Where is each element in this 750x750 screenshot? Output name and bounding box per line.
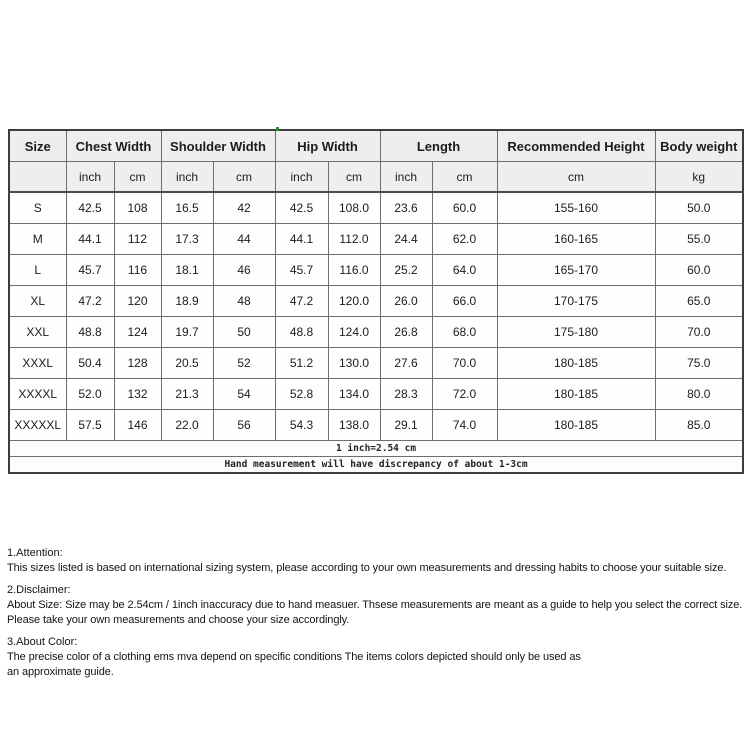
measurement-cell-shoulder-inch: 22.0: [161, 410, 213, 441]
measurement-cell-hip-inch: 42.5: [275, 192, 328, 224]
measurement-cell-chest-inch: 57.5: [66, 410, 114, 441]
note-hand-measurement: Hand measurement will have discrepancy of about 1-3cm: [9, 457, 743, 474]
measurement-cell-length-inch: 25.2: [380, 255, 432, 286]
column-header-size: Size: [9, 130, 66, 162]
measurement-cell-height-cm: 180-185: [497, 410, 655, 441]
size-label-cell: XXXXL: [9, 379, 66, 410]
header-unit-row: [9, 162, 743, 193]
unit-cell-shoulder-inch: inch: [161, 162, 213, 193]
size-row-xxxl: [9, 348, 743, 379]
measurement-cell-length-inch: 28.3: [380, 379, 432, 410]
measurement-cell-hip-cm: 116.0: [328, 255, 380, 286]
measurement-cell-chest-cm: 120: [114, 286, 161, 317]
measurement-cell-weight-kg: 80.0: [655, 379, 743, 410]
info-section-heading: 1.Attention:: [7, 547, 63, 559]
measurement-cell-chest-inch: 47.2: [66, 286, 114, 317]
info-section-line: an approximate guide.: [7, 666, 114, 678]
measurement-cell-height-cm: 160-165: [497, 224, 655, 255]
unit-cell-chest-cm: cm: [114, 162, 161, 193]
measurement-cell-hip-inch: 52.8: [275, 379, 328, 410]
measurement-cell-chest-cm: 112: [114, 224, 161, 255]
measurement-cell-hip-inch: 54.3: [275, 410, 328, 441]
measurement-cell-chest-cm: 146: [114, 410, 161, 441]
measurement-cell-hip-cm: 120.0: [328, 286, 380, 317]
measurement-cell-shoulder-cm: 50: [213, 317, 275, 348]
measurement-cell-height-cm: 165-170: [497, 255, 655, 286]
measurement-cell-length-inch: 23.6: [380, 192, 432, 224]
measurement-cell-height-cm: 155-160: [497, 192, 655, 224]
measurement-cell-shoulder-inch: 17.3: [161, 224, 213, 255]
measurement-cell-shoulder-inch: 18.9: [161, 286, 213, 317]
measurement-cell-length-cm: 70.0: [432, 348, 497, 379]
unit-cell-chest-inch: inch: [66, 162, 114, 193]
size-label-cell: L: [9, 255, 66, 286]
measurement-cell-chest-inch: 44.1: [66, 224, 114, 255]
measurement-cell-chest-inch: 52.0: [66, 379, 114, 410]
measurement-cell-height-cm: 175-180: [497, 317, 655, 348]
measurement-cell-hip-cm: 134.0: [328, 379, 380, 410]
size-label-cell: XXXXXL: [9, 410, 66, 441]
measurement-cell-length-inch: 26.8: [380, 317, 432, 348]
measurement-cell-chest-cm: 116: [114, 255, 161, 286]
measurement-cell-chest-cm: 132: [114, 379, 161, 410]
measurement-cell-length-inch: 27.6: [380, 348, 432, 379]
measurement-cell-shoulder-cm: 44: [213, 224, 275, 255]
unit-cell-empty: [9, 162, 66, 193]
size-row-xxxxl: [9, 379, 743, 410]
column-header-shoulder-width: Shoulder Width: [161, 130, 275, 162]
header-group-row: [9, 130, 743, 162]
measurement-cell-weight-kg: 65.0: [655, 286, 743, 317]
info-section-2: [7, 583, 747, 628]
measurement-cell-weight-kg: 60.0: [655, 255, 743, 286]
measurement-cell-shoulder-cm: 48: [213, 286, 275, 317]
measurement-cell-length-cm: 64.0: [432, 255, 497, 286]
measurement-cell-weight-kg: 55.0: [655, 224, 743, 255]
size-row-xl: [9, 286, 743, 317]
measurement-cell-chest-cm: 108: [114, 192, 161, 224]
info-section-line: Please take your own measurements and choose your size accordingly.: [7, 614, 350, 626]
measurement-cell-weight-kg: 85.0: [655, 410, 743, 441]
measurement-cell-weight-kg: 75.0: [655, 348, 743, 379]
measurement-cell-shoulder-inch: 19.7: [161, 317, 213, 348]
note-inch-conversion: 1 inch=2.54 cm: [9, 441, 743, 457]
size-row-l: [9, 255, 743, 286]
info-section-heading: 2.Disclaimer:: [7, 584, 71, 596]
measurement-cell-hip-cm: 112.0: [328, 224, 380, 255]
measurement-cell-shoulder-inch: 20.5: [161, 348, 213, 379]
size-label-cell: S: [9, 192, 66, 224]
measurement-cell-length-cm: 72.0: [432, 379, 497, 410]
measurement-cell-hip-inch: 47.2: [275, 286, 328, 317]
column-header-chest-width: Chest Width: [66, 130, 161, 162]
unit-cell-length-cm: cm: [432, 162, 497, 193]
measurement-cell-chest-inch: 45.7: [66, 255, 114, 286]
measurement-cell-length-cm: 68.0: [432, 317, 497, 348]
unit-cell-hip-inch: inch: [275, 162, 328, 193]
measurement-cell-chest-inch: 42.5: [66, 192, 114, 224]
column-header-hip-width: Hip Width: [275, 130, 380, 162]
green-artifact-dot: [276, 127, 279, 131]
measurement-cell-chest-inch: 50.4: [66, 348, 114, 379]
measurement-cell-weight-kg: 50.0: [655, 192, 743, 224]
measurement-cell-length-cm: 66.0: [432, 286, 497, 317]
measurement-cell-shoulder-cm: 56: [213, 410, 275, 441]
measurement-cell-chest-cm: 124: [114, 317, 161, 348]
column-header-length: Length: [380, 130, 497, 162]
measurement-cell-shoulder-inch: 16.5: [161, 192, 213, 224]
measurement-cell-shoulder-cm: 42: [213, 192, 275, 224]
measurement-cell-height-cm: 180-185: [497, 379, 655, 410]
measurement-cell-length-inch: 29.1: [380, 410, 432, 441]
measurement-cell-hip-inch: 48.8: [275, 317, 328, 348]
note-row: [9, 457, 743, 474]
unit-cell-shoulder-cm: cm: [213, 162, 275, 193]
measurement-cell-shoulder-cm: 52: [213, 348, 275, 379]
measurement-cell-shoulder-cm: 54: [213, 379, 275, 410]
notes-block: [7, 546, 747, 687]
measurement-cell-hip-cm: 124.0: [328, 317, 380, 348]
size-row-m: [9, 224, 743, 255]
info-section-line: This sizes listed is based on international sizing system, please according to your own measurements and dressing habits to choose your suitable size.: [7, 562, 727, 574]
column-header-body-weight: Body weight: [655, 130, 743, 162]
measurement-cell-hip-cm: 130.0: [328, 348, 380, 379]
unit-cell-height-cm: cm: [497, 162, 655, 193]
measurement-cell-hip-cm: 138.0: [328, 410, 380, 441]
info-section-line: The precise color of a clothing ems mva depend on specific conditions The items colors depicted should only be used as: [7, 651, 581, 663]
measurement-cell-length-cm: 60.0: [432, 192, 497, 224]
size-chart-table: [8, 129, 744, 474]
column-header-recommended-height: Recommended Height: [497, 130, 655, 162]
info-section-3: [7, 635, 747, 680]
size-row-xxxxxl: [9, 410, 743, 441]
info-section-1: [7, 546, 747, 576]
measurement-cell-hip-cm: 108.0: [328, 192, 380, 224]
size-label-cell: XXXL: [9, 348, 66, 379]
size-row-s: [9, 192, 743, 224]
measurement-cell-chest-cm: 128: [114, 348, 161, 379]
unit-cell-weight-kg: kg: [655, 162, 743, 193]
measurement-cell-hip-inch: 45.7: [275, 255, 328, 286]
measurement-cell-weight-kg: 70.0: [655, 317, 743, 348]
measurement-cell-length-inch: 24.4: [380, 224, 432, 255]
size-label-cell: M: [9, 224, 66, 255]
measurement-cell-shoulder-inch: 21.3: [161, 379, 213, 410]
measurement-cell-height-cm: 180-185: [497, 348, 655, 379]
unit-cell-hip-cm: cm: [328, 162, 380, 193]
note-row: [9, 441, 743, 457]
measurement-cell-shoulder-cm: 46: [213, 255, 275, 286]
size-label-cell: XL: [9, 286, 66, 317]
measurement-cell-shoulder-inch: 18.1: [161, 255, 213, 286]
measurement-cell-length-cm: 62.0: [432, 224, 497, 255]
measurement-cell-length-cm: 74.0: [432, 410, 497, 441]
measurement-cell-hip-inch: 44.1: [275, 224, 328, 255]
measurement-cell-length-inch: 26.0: [380, 286, 432, 317]
measurement-cell-height-cm: 170-175: [497, 286, 655, 317]
measurement-cell-hip-inch: 51.2: [275, 348, 328, 379]
info-section-line: About Size: Size may be 2.54cm / 1inch inaccuracy due to hand measuer. Thsese measurements are meant as a guide to help you select the correct size.: [7, 599, 743, 611]
unit-cell-length-inch: inch: [380, 162, 432, 193]
size-label-cell: XXL: [9, 317, 66, 348]
size-row-xxl: [9, 317, 743, 348]
info-section-heading: 3.About Color:: [7, 636, 78, 648]
measurement-cell-chest-inch: 48.8: [66, 317, 114, 348]
